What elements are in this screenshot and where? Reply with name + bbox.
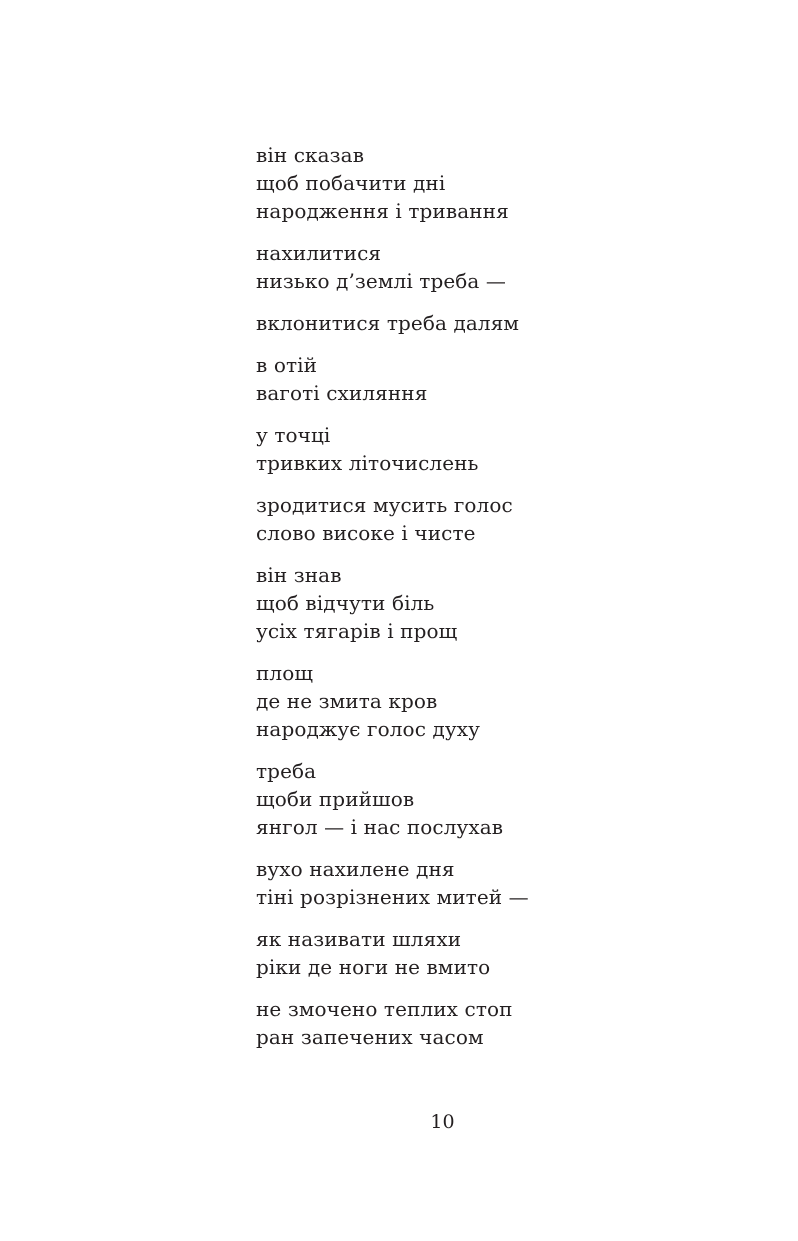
stanza [256, 995, 736, 1051]
poem-line: усіх тягарів і прощ [256, 619, 458, 643]
poem-line: щоби прийшов [256, 787, 415, 811]
poem-line: вклонитися треба далям [256, 311, 520, 335]
stanza [256, 239, 736, 295]
stanza [256, 491, 736, 547]
poem-line: у точці [256, 423, 331, 447]
poem-line: нахилитися [256, 241, 382, 265]
poem-line: янгол — і нас послухав [256, 815, 504, 839]
poem-line: низько д’землі треба — [256, 269, 507, 293]
poem-text [256, 141, 736, 1065]
stanza [256, 561, 736, 645]
poem-line: він знав [256, 563, 342, 587]
poem-line: ваготі схиляння [256, 381, 428, 405]
poem-line: вухо нахилене дня [256, 857, 455, 881]
stanza [256, 925, 736, 981]
poem-line: тривких літочислень [256, 451, 479, 475]
stanza [256, 421, 736, 477]
stanza [256, 659, 736, 743]
poem-line: в отій [256, 353, 318, 377]
poem-line: тіні розрізнених митей — [256, 885, 529, 909]
poem-line: народження і тривання [256, 199, 509, 223]
poem-line: зродитися мусить голос [256, 493, 513, 517]
poem-line: слово високе і чисте [256, 521, 476, 545]
poem-line: народжує голос духу [256, 717, 480, 741]
poem-line: ріки де ноги не вмито [256, 955, 491, 979]
poem-line: щоб відчути біль [256, 591, 435, 615]
stanza [256, 309, 736, 337]
page-number: 10 [430, 1111, 455, 1133]
poem-line: щоб побачити дні [256, 171, 446, 195]
poem-line: треба [256, 759, 317, 783]
stanza [256, 351, 736, 407]
poem-line: як називати шляхи [256, 927, 462, 951]
stanza [256, 757, 736, 841]
stanza [256, 855, 736, 911]
stanza [256, 141, 736, 225]
poem-line: де не змита кров [256, 689, 438, 713]
poem-line: ран запечених часом [256, 1025, 484, 1049]
poem-line: він сказав [256, 143, 365, 167]
poem-line: площ [256, 661, 314, 685]
poem-line: не змочено теплих стоп [256, 997, 513, 1021]
